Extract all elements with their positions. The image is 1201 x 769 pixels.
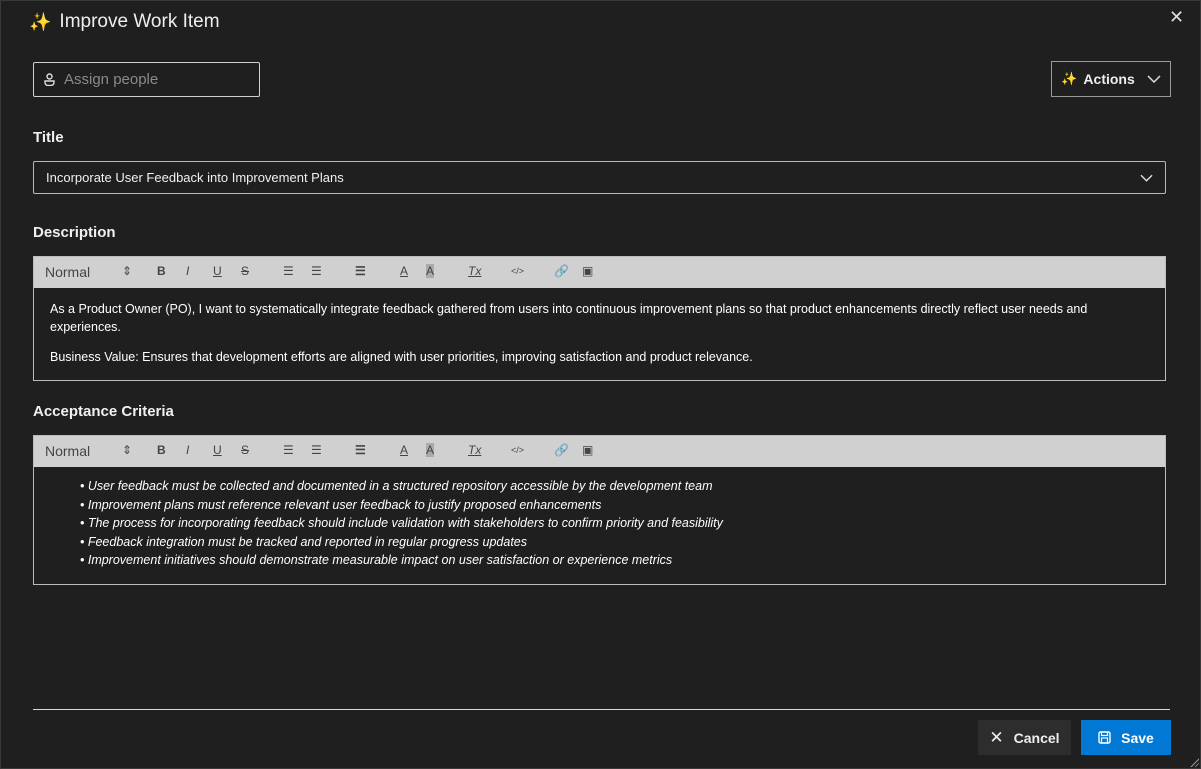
chevron-down-icon xyxy=(1140,174,1153,182)
clear-format-button[interactable]: Tx xyxy=(468,443,482,457)
list-item: • Feedback integration must be tracked and reported in regular progress updates xyxy=(80,534,527,549)
save-button[interactable] xyxy=(1081,720,1171,755)
chevron-down-icon xyxy=(1147,75,1161,83)
text-color-button[interactable]: A xyxy=(400,264,409,278)
list-item: • Improvement initiatives should demonstrate measurable impact on user satisfaction or experience metrics xyxy=(80,553,673,567)
underline-button[interactable]: U xyxy=(213,264,222,278)
cancel-button[interactable] xyxy=(978,720,1071,755)
list-item: • User feedback must be collected and documented in a structured repository accessible by the development team xyxy=(80,479,713,493)
dialog-title xyxy=(29,9,220,35)
acceptance-content[interactable] xyxy=(34,467,1165,582)
list-item: • The process for incorporating feedback should include validation with stakeholders to confirm priority and feasibility xyxy=(80,516,723,530)
ordered-list-icon[interactable]: ☰ xyxy=(283,443,294,457)
image-icon[interactable]: ▣ xyxy=(582,443,594,457)
save-icon xyxy=(1098,731,1111,744)
link-icon[interactable]: 🔗 xyxy=(554,264,569,278)
title-select[interactable] xyxy=(33,161,1166,194)
align-icon[interactable]: ☰ xyxy=(355,443,366,457)
resize-grip[interactable] xyxy=(1189,757,1199,767)
description-toolbar xyxy=(34,257,1165,288)
bold-button[interactable]: B xyxy=(157,443,166,457)
background-color-button[interactable]: A xyxy=(426,264,435,278)
strike-button[interactable]: S xyxy=(241,264,250,278)
list-item: • Improvement plans must reference relevant user feedback to justify proposed enhancements xyxy=(80,497,602,512)
description-content[interactable] xyxy=(34,288,1165,390)
text-color-button[interactable]: A xyxy=(400,443,409,457)
footer-divider xyxy=(33,709,1170,710)
image-icon[interactable]: ▣ xyxy=(582,264,594,278)
description-label: Description xyxy=(33,224,116,241)
ordered-list-icon[interactable]: ☰ xyxy=(283,264,294,278)
assign-people-input[interactable] xyxy=(33,62,260,97)
title-value: Incorporate User Feedback into Improvement Plans xyxy=(46,170,344,185)
underline-button[interactable]: U xyxy=(213,443,222,457)
description-paragraph: Business Value: Ensures that development efforts are aligned with user priorities, improving satisfaction and product relevance. xyxy=(50,350,753,364)
format-arrows-icon: ⇕ xyxy=(122,443,133,457)
title-label: Title xyxy=(33,129,64,146)
acceptance-toolbar xyxy=(34,436,1165,467)
background-color-button[interactable]: A xyxy=(426,443,435,457)
dialog-title-text: Improve Work Item xyxy=(59,11,220,32)
actions-button[interactable] xyxy=(1051,61,1171,97)
sparkle-icon: ✨ xyxy=(1061,71,1078,86)
clear-format-button[interactable]: Tx xyxy=(468,264,482,278)
sparkle-icon: ✨ xyxy=(29,11,52,32)
strike-button[interactable]: S xyxy=(241,443,250,457)
bullet-list-icon[interactable]: ☰ xyxy=(311,264,322,278)
bold-button[interactable]: B xyxy=(157,264,166,278)
save-label: Save xyxy=(1121,729,1154,746)
close-icon[interactable]: ✕ xyxy=(1169,7,1185,27)
format-select[interactable]: Normal xyxy=(45,264,91,280)
italic-button[interactable]: I xyxy=(186,443,190,457)
format-arrows-icon: ⇕ xyxy=(122,264,133,278)
format-select[interactable]: Normal xyxy=(45,443,91,459)
acceptance-label: Acceptance Criteria xyxy=(33,403,174,420)
description-paragraph: As a Product Owner (PO), I want to systematically integrate feedback gathered from users into continuous improvement plans so that product enhancements directly reflect user needs and experiences. xyxy=(50,302,1088,334)
italic-button[interactable]: I xyxy=(186,264,190,278)
align-icon[interactable]: ☰ xyxy=(355,264,366,278)
close-icon: ✕ xyxy=(989,727,1004,747)
cancel-label: Cancel xyxy=(1013,729,1060,746)
bullet-list-icon[interactable]: ☰ xyxy=(311,443,322,457)
description-editor[interactable] xyxy=(33,256,1166,381)
link-icon[interactable]: 🔗 xyxy=(554,443,569,457)
acceptance-editor[interactable] xyxy=(33,435,1166,585)
assign-placeholder: Assign people xyxy=(64,71,159,88)
person-icon xyxy=(44,73,55,86)
code-button[interactable]: </> xyxy=(511,266,525,276)
code-button[interactable]: </> xyxy=(511,445,525,455)
actions-label: Actions xyxy=(1083,71,1135,87)
